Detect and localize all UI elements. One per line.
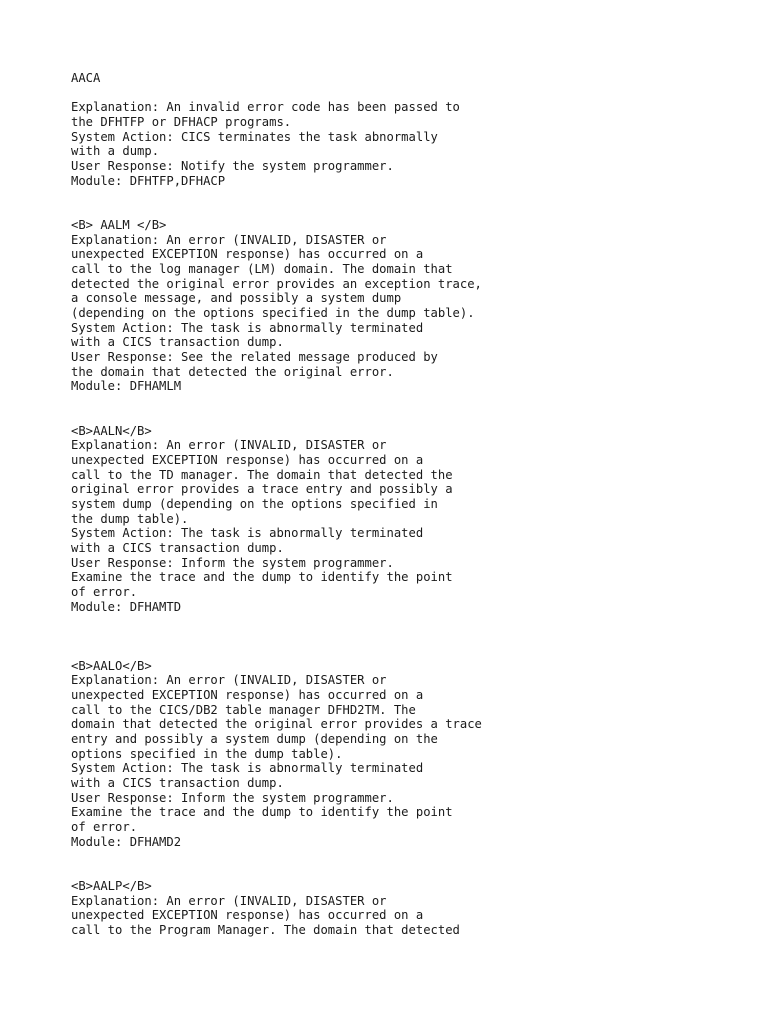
text-line: options specified in the dump table). — [71, 746, 343, 761]
text-line: Explanation: An invalid error code has been passed to — [71, 100, 460, 115]
text-line: unexpected EXCEPTION response) has occurred on a — [71, 247, 424, 262]
blank-line — [71, 394, 751, 409]
text-line: System Action: The task is abnormally terminated — [71, 761, 424, 776]
blank-line — [71, 644, 751, 659]
blank-line — [71, 864, 751, 879]
text-line: (depending on the options specified in the dump table). — [71, 306, 475, 320]
text-line: User Response: See the related message produced by — [71, 350, 438, 365]
text-line: of error. — [71, 585, 138, 600]
text-line: System Action: CICS terminates the task abnormally — [71, 129, 438, 144]
text-line: system dump (depending on the options specified in — [71, 496, 438, 511]
text-line: of error. — [71, 820, 138, 835]
text-line: with a CICS transaction dump. — [71, 776, 284, 790]
blank-line — [71, 409, 751, 424]
text-line: with a CICS transaction dump. — [71, 335, 284, 350]
text-line: <B>AALP</B> — [71, 878, 152, 893]
text-line: call to the TD manager. The domain that detected the — [71, 467, 453, 482]
text-line: Examine the trace and the dump to identify the point — [71, 805, 453, 820]
text-line: Module: DFHAMTD — [71, 599, 182, 614]
text-line: with a CICS transaction dump. — [71, 541, 284, 555]
text-line: Explanation: An error (INVALID, DISASTER or — [71, 232, 387, 247]
text-line: System Action: The task is abnormally terminated — [71, 320, 424, 335]
text-line: <B> AALM </B> — [71, 217, 167, 232]
blank-line — [71, 189, 751, 204]
blank-line — [71, 849, 751, 864]
text-line: Module: DFHAMLM — [71, 379, 182, 394]
document-body — [71, 71, 751, 938]
blank-line — [71, 86, 751, 101]
text-line: Examine the trace and the dump to identify the point — [71, 570, 453, 585]
text-line: with a dump. — [71, 144, 160, 159]
text-line: unexpected EXCEPTION response) has occurred on a — [71, 452, 424, 467]
blank-line — [71, 614, 751, 629]
text-line: call to the Program Manager. The domain that detected — [71, 922, 460, 937]
text-line: Module: DFHTFP,DFHACP — [71, 173, 226, 188]
text-line: entry and possibly a system dump (depending on the — [71, 731, 438, 746]
text-line: AACA — [71, 71, 101, 85]
text-line: call to the log manager (LM) domain. The domain that — [71, 261, 453, 276]
text-line: unexpected EXCEPTION response) has occurred on a — [71, 908, 424, 923]
text-line: unexpected EXCEPTION response) has occurred on a — [71, 687, 424, 702]
text-line: domain that detected the original error provides a trace — [71, 717, 482, 732]
text-line: call to the CICS/DB2 table manager DFHD2TM. The — [71, 702, 416, 717]
text-line: detected the original error provides an exception trace, — [71, 276, 482, 291]
text-line: the dump table). — [71, 511, 189, 526]
text-line: <B>AALO</B> — [71, 658, 152, 673]
text-line: original error provides a trace entry and possibly a — [71, 482, 453, 497]
text-line: User Response: Inform the system programmer. — [71, 555, 394, 570]
text-line: the DFHTFP or DFHACP programs. — [71, 115, 292, 130]
text-line: System Action: The task is abnormally terminated — [71, 526, 424, 541]
text-line: User Response: Notify the system programmer. — [71, 159, 394, 174]
text-line: Explanation: An error (INVALID, DISASTER or — [71, 673, 387, 688]
text-line: User Response: Inform the system programmer. — [71, 790, 394, 805]
text-line: a console message, and possibly a system dump — [71, 291, 402, 306]
text-line: <B>AALN</B> — [71, 423, 152, 438]
text-line: Explanation: An error (INVALID, DISASTER or — [71, 438, 387, 453]
blank-line — [71, 629, 751, 644]
blank-line — [71, 203, 751, 218]
text-line: Module: DFHAMD2 — [71, 834, 182, 849]
text-line: Explanation: An error (INVALID, DISASTER or — [71, 893, 387, 908]
text-line: the domain that detected the original error. — [71, 364, 394, 379]
